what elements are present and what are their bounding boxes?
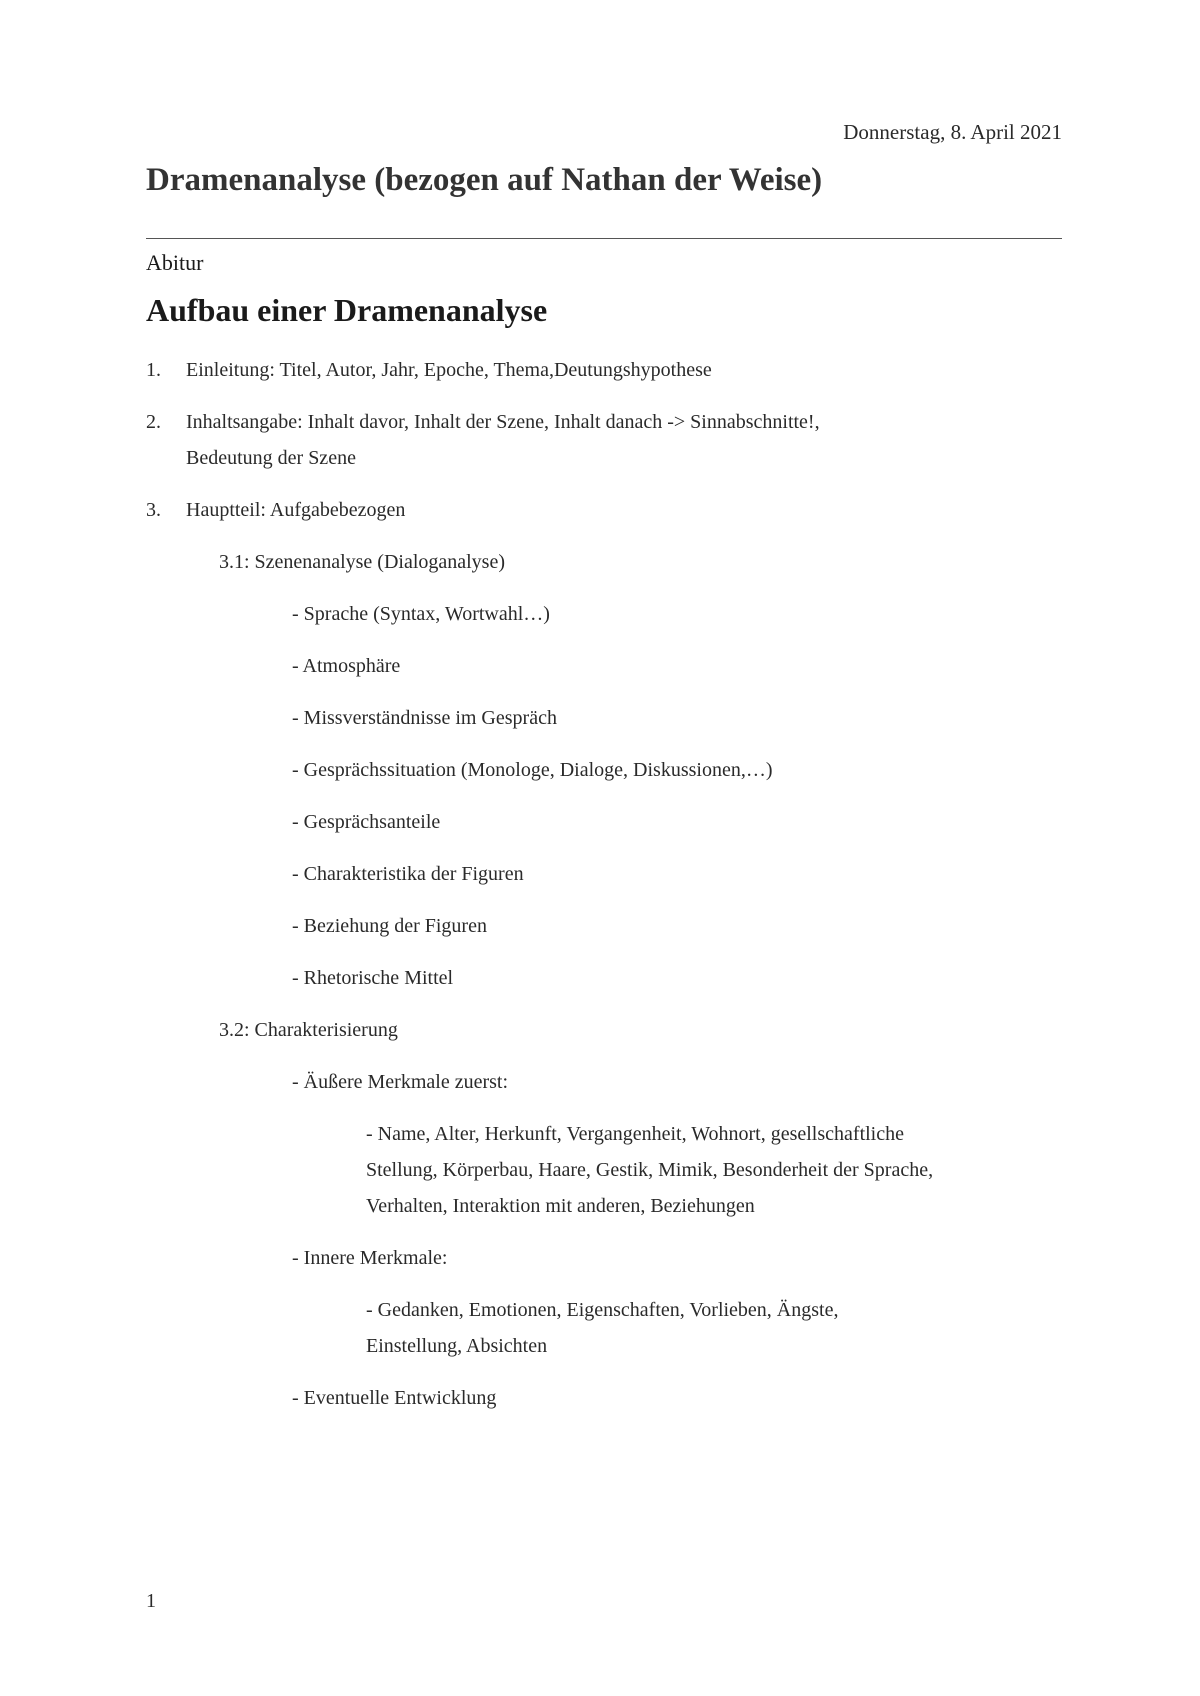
list-item: - Gesprächsanteile	[292, 811, 441, 833]
list-item: - Gesprächssituation (Monologe, Dialoge, Diskussionen,…)	[292, 759, 773, 781]
document-subject: Abitur	[146, 250, 204, 275]
list-item-einleitung: Einleitung: Titel, Autor, Jahr, Epoche, Thema,Deutungshypothese	[186, 359, 712, 381]
document-date: Donnerstag, 8. April 2021	[843, 120, 1062, 144]
document-title: Dramenanalyse (bezogen auf Nathan der Weise)	[146, 162, 823, 198]
list-item: - Sprache (Syntax, Wortwahl…)	[292, 603, 550, 625]
title-divider	[146, 238, 1062, 239]
list-number-2: 2.	[146, 411, 161, 433]
inner-features-detail: - Gedanken, Emotionen, Eigenschaften, Vorlieben, Ängste,	[366, 1299, 839, 1321]
list-number-3: 3.	[146, 499, 161, 521]
subsection-heading-szenenanalyse: 3.1: Szenenanalyse (Dialoganalyse)	[219, 551, 506, 573]
section-heading: Aufbau einer Dramenanalyse	[146, 292, 548, 328]
development-item: - Eventuelle Entwicklung	[292, 1387, 497, 1409]
outer-features-label: - Äußere Merkmale zuerst:	[292, 1071, 509, 1093]
outer-features-detail: Verhalten, Interaktion mit anderen, Beziehungen	[366, 1195, 755, 1217]
list-item: - Beziehung der Figuren	[292, 915, 487, 937]
list-item-hauptteil: Hauptteil: Aufgabebezogen	[186, 499, 406, 521]
inner-features-detail: Einstellung, Absichten	[366, 1335, 548, 1357]
outer-features-detail: Stellung, Körperbau, Haare, Gestik, Mimik, Besonderheit der Sprache,	[366, 1159, 934, 1181]
list-item: - Missverständnisse im Gespräch	[292, 707, 557, 729]
page-number: 1	[146, 1590, 156, 1612]
list-item: - Charakteristika der Figuren	[292, 863, 524, 885]
outer-features-detail: - Name, Alter, Herkunft, Vergangenheit, Wohnort, gesellschaftliche	[366, 1123, 904, 1145]
inner-features-label: - Innere Merkmale:	[292, 1247, 448, 1269]
subsection-heading-charakterisierung: 3.2: Charakterisierung	[219, 1019, 398, 1041]
list-item-inhaltsangabe: Inhaltsangabe: Inhalt davor, Inhalt der Szene, Inhalt danach -> Sinnabschnitte!,	[186, 411, 820, 433]
list-item: - Rhetorische Mittel	[292, 967, 454, 989]
list-number-1: 1.	[146, 359, 161, 381]
list-item: - Atmosphäre	[292, 655, 401, 677]
list-item-inhaltsangabe-cont: Bedeutung der Szene	[186, 447, 356, 469]
